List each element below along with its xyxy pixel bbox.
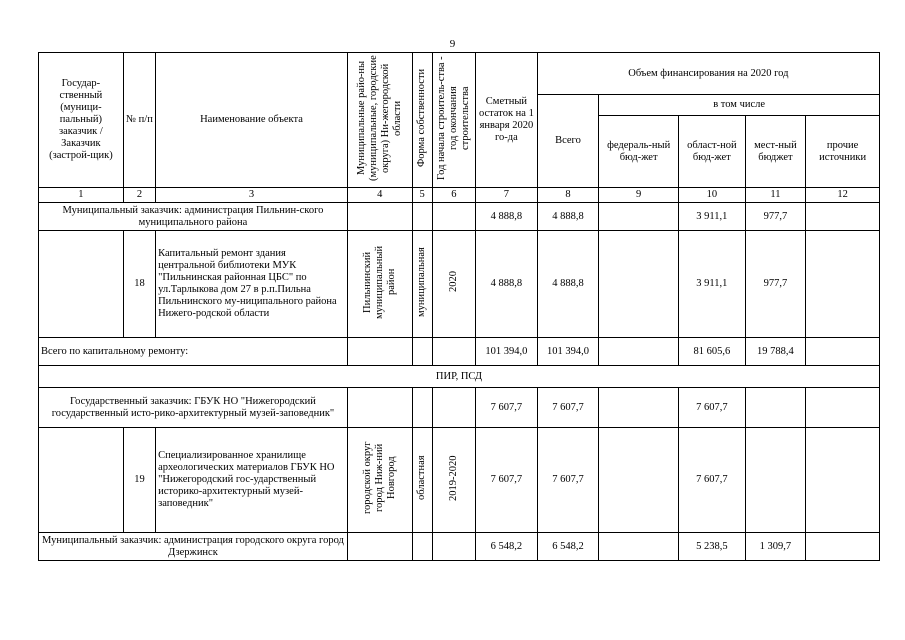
ownership-text: муниципальная (416, 247, 428, 317)
total-cell: 4 888,8 (537, 203, 599, 231)
other-cell (806, 338, 880, 366)
col-number: 2 (123, 188, 155, 203)
ownership-text: областная (416, 455, 428, 501)
district-cell (347, 231, 412, 338)
header-federal: федераль-ный бюд-жет (599, 116, 679, 188)
section-title: ПИР, ПСД (39, 366, 880, 388)
header-years-text: Год начала строитель-ства - год окончания строительства (435, 56, 471, 180)
local-cell: 19 788,4 (745, 338, 806, 366)
local-cell (745, 388, 806, 428)
customer-cell (39, 231, 124, 338)
regional-cell: 81 605,6 (679, 338, 746, 366)
other-cell (806, 203, 880, 231)
federal-cell (599, 388, 679, 428)
header-balance: Сметный остаток на 1 января 2020 го-да (476, 53, 538, 188)
balance-cell: 101 394,0 (476, 338, 538, 366)
federal-cell (599, 338, 679, 366)
page-number: 9 (449, 38, 456, 50)
col-number: 5 (412, 188, 432, 203)
col-number: 6 (432, 188, 475, 203)
col-number: 4 (347, 188, 412, 203)
empty-cell (432, 533, 475, 561)
balance-cell: 4 888,8 (476, 203, 538, 231)
header-local: мест-ный бюджет (745, 116, 806, 188)
federal-cell (599, 533, 679, 561)
section-row (39, 366, 880, 388)
other-cell (806, 428, 880, 533)
years-cell (432, 428, 475, 533)
balance-cell: 7 607,7 (476, 428, 538, 533)
federal-cell (599, 203, 679, 231)
local-cell: 977,7 (745, 203, 806, 231)
header-customer: Государ-ственный (муници-пальный) заказчик / Заказчик (застрой-щик) (39, 53, 124, 188)
num-cell: 19 (123, 428, 155, 533)
empty-cell (432, 388, 475, 428)
group-label: Муниципальный заказчик: администрация городского округа город Дзержинск (39, 533, 348, 561)
group-row-pilna (39, 203, 880, 231)
object-row-19 (39, 428, 880, 533)
col-number: 7 (476, 188, 538, 203)
header-district (347, 53, 412, 188)
header-regional: област-ной бюд-жет (679, 116, 746, 188)
empty-cell (412, 338, 432, 366)
header-financing: Объем финансирования на 2020 год (537, 53, 879, 95)
col-number: 8 (537, 188, 599, 203)
group-label: Государственный заказчик: ГБУК НО "Нижегородский государственный исто-рико-архитектурный музей-заповедник" (39, 388, 348, 428)
header-num: № п/п (123, 53, 155, 188)
col-number: 3 (156, 188, 348, 203)
regional-cell: 5 238,5 (679, 533, 746, 561)
empty-cell (412, 533, 432, 561)
regional-cell: 3 911,1 (679, 203, 746, 231)
header-including: в том числе (599, 95, 880, 116)
empty-cell (347, 388, 412, 428)
years-text: 2020 (447, 271, 459, 293)
col-number: 1 (39, 188, 124, 203)
other-cell (806, 231, 880, 338)
header-ownership (412, 53, 432, 188)
col-number: 10 (679, 188, 746, 203)
total-cell: 7 607,7 (537, 428, 599, 533)
local-cell: 977,7 (745, 231, 806, 338)
financing-table (38, 52, 880, 561)
header-other: прочие источники (806, 116, 880, 188)
group-row-museum (39, 388, 880, 428)
object-name: Капитальный ремонт здания центральной библиотеки МУК "Пильнинская районная ЦБС" по ул.Тарлыкова дом 27 в р.п.Пильна Пильнинского му-ниципального района Нижего-родской области (156, 231, 348, 338)
col-number: 11 (745, 188, 806, 203)
balance-cell: 6 548,2 (476, 533, 538, 561)
header-years (432, 53, 475, 188)
local-cell: 1 309,7 (745, 533, 806, 561)
header-total: Всего (537, 95, 599, 188)
total-cell: 4 888,8 (537, 231, 599, 338)
federal-cell (599, 428, 679, 533)
empty-cell (347, 533, 412, 561)
years-cell (432, 231, 475, 338)
regional-cell: 7 607,7 (679, 428, 746, 533)
district-text: городской округ город Ниж-ний Новгород (361, 441, 397, 515)
local-cell (745, 428, 806, 533)
regional-cell: 3 911,1 (679, 231, 746, 338)
group-label: Муниципальный заказчик: администрация Пильнин-ского муниципального района (39, 203, 348, 231)
total-cell: 101 394,0 (537, 338, 599, 366)
federal-cell (599, 231, 679, 338)
years-text: 2019-2020 (447, 455, 459, 501)
object-row-18 (39, 231, 880, 338)
empty-cell (432, 338, 475, 366)
other-cell (806, 533, 880, 561)
total-label: Всего по капитальному ремонту: (39, 338, 348, 366)
column-numbers-row (39, 188, 880, 203)
col-number: 9 (599, 188, 679, 203)
total-row-capital-repair (39, 338, 880, 366)
object-name: Специализированное хранилище археологических материалов ГБУК НО "Нижегородский гос-ударственный историко-архитектурный музей-заповедник" (156, 428, 348, 533)
total-cell: 7 607,7 (537, 388, 599, 428)
header-ownership-text: Форма собственности (416, 68, 428, 168)
balance-cell: 4 888,8 (476, 231, 538, 338)
num-cell: 18 (123, 231, 155, 338)
total-cell: 6 548,2 (537, 533, 599, 561)
empty-cell (432, 203, 475, 231)
group-row-dzerzhinsk (39, 533, 880, 561)
header-name: Наименование объекта (156, 53, 348, 188)
district-cell (347, 428, 412, 533)
header-district-text: Муниципальные райо-ны (муниципальные, городские округа) Ни-жегородской области (355, 55, 403, 181)
customer-cell (39, 428, 124, 533)
empty-cell (347, 203, 412, 231)
ownership-cell (412, 428, 432, 533)
regional-cell: 7 607,7 (679, 388, 746, 428)
empty-cell (412, 388, 432, 428)
balance-cell: 7 607,7 (476, 388, 538, 428)
empty-cell (347, 338, 412, 366)
ownership-cell (412, 231, 432, 338)
empty-cell (412, 203, 432, 231)
col-number: 12 (806, 188, 880, 203)
district-text: Пильнинский муниципальный район (361, 245, 397, 319)
other-cell (806, 388, 880, 428)
